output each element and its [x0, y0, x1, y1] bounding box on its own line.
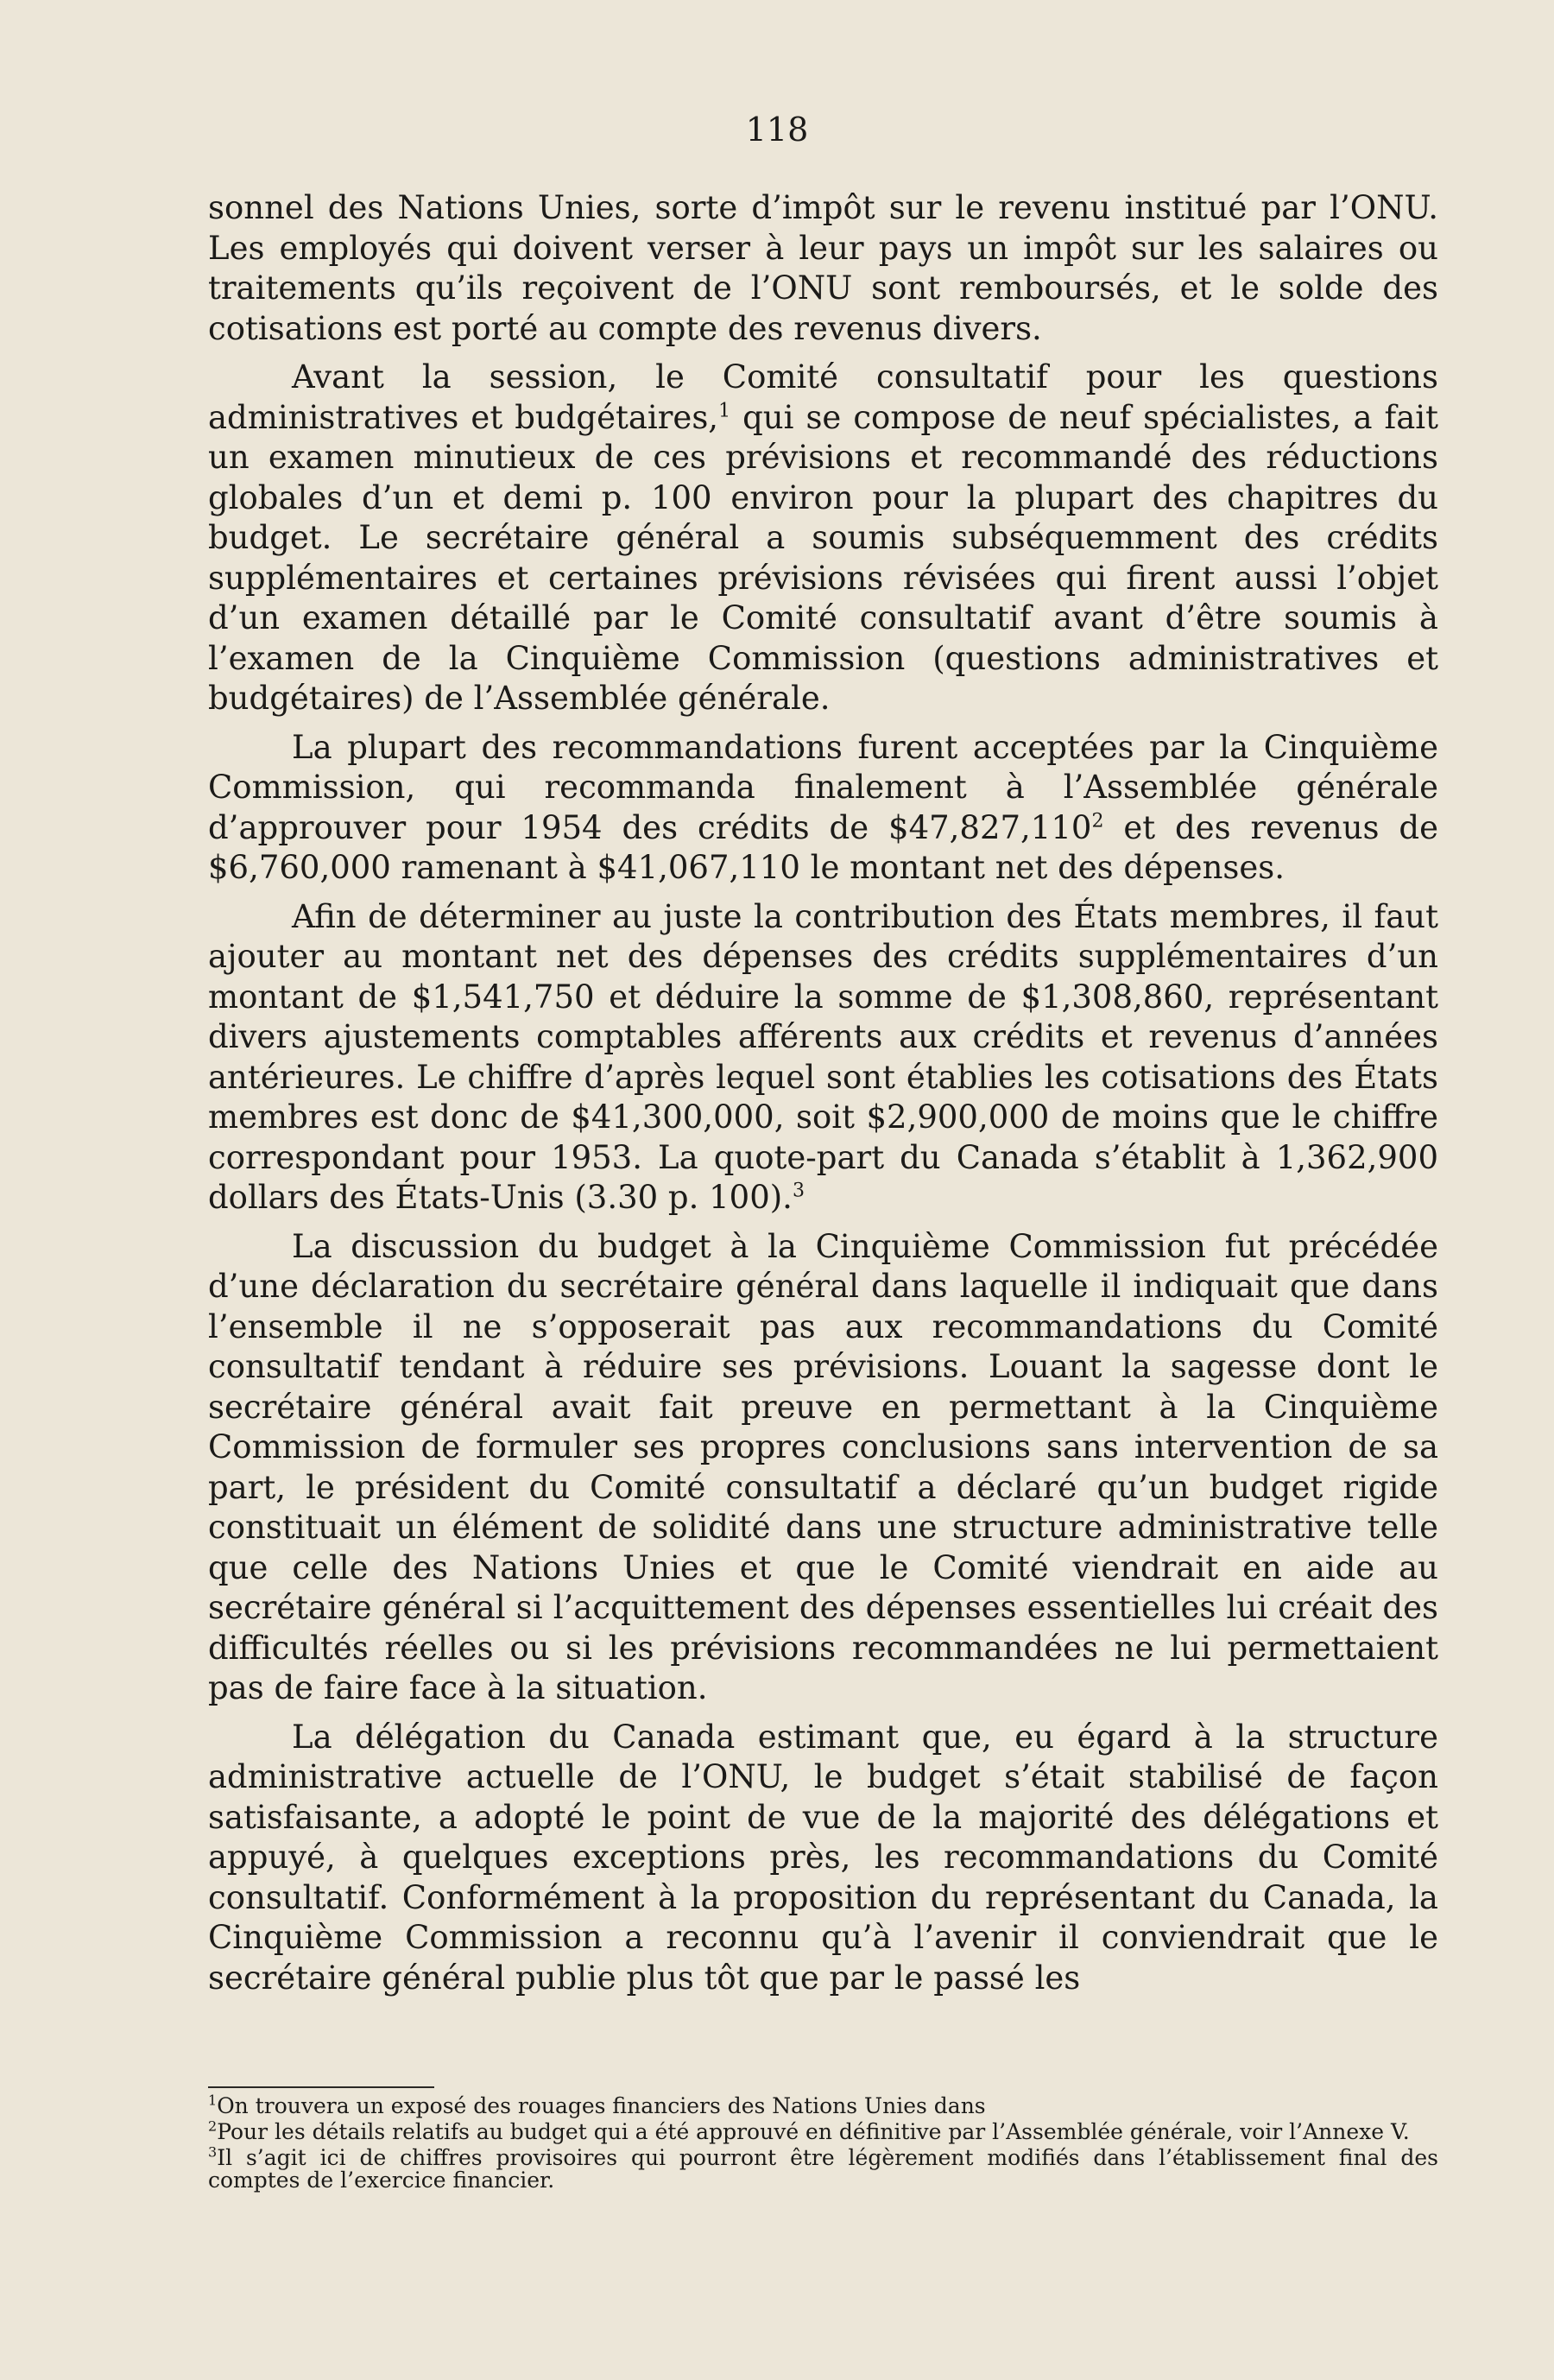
footnote-3: [208, 2143, 1438, 2193]
footnote-marker: 2: [208, 2117, 218, 2135]
footnotes: [208, 2092, 1438, 2195]
paragraph-4: [208, 897, 1438, 1218]
footnote-1: [208, 2092, 1438, 2118]
footnote-ref-3: 3: [792, 1180, 805, 1202]
paragraph-4-text-a: Afin de déterminer au juste la contribution des États membres, il faut ajouter au montant net des dépenses des crédits supplémentaires d’un montant de $1,541,750 et déduire la somme de $1,308,860, représentant divers ajustements comptables afférents aux crédits et revenus d’années antérieures. Le chiffre d’après lequel sont établies les cotisations des États membres est donc de $41,300,000, soit $2,900,000 de moins que le chiffre correspondant pour 1953. La quote-part du Canada s’établit à 1,362,900 dollars des États-Unis (3.30 p. 100).: [208, 897, 1438, 1216]
footnote-text: Pour les détails relatifs au budget qui a été approuvé en définitive par l’Assemblée générale, voir l’Annexe V.: [217, 2119, 1410, 2144]
footnote-marker: 1: [208, 2092, 218, 2109]
footnote-2: [208, 2117, 1438, 2144]
footnote-ref-1: 1: [718, 400, 731, 422]
paragraph-3-text-a: La plupart des recommandations furent acceptées par la Cinquième Commission, qui recommanda finalement à l’Assemblée générale d’approuver pour 1954 des crédits de $47,827,110: [208, 728, 1438, 846]
paragraph-2: [208, 358, 1438, 719]
footnote-text: Il s’agit ici de chiffres provisoires qui pourront être légèrement modifiés dans l’établissement final des comptes de l’exercice financier.: [208, 2145, 1438, 2193]
page-number: 118: [745, 111, 809, 149]
footnote-ref-2: 2: [1091, 810, 1104, 832]
paragraph-3-text-b: et des revenus de $6,760,000 ramenant à $41,067,110 le montant net des dépenses.: [208, 808, 1438, 886]
footnote-marker: 3: [208, 2143, 218, 2161]
paragraph-5: La discussion du budget à la Cinquième Commission fut précédée d’une déclaration du secrétaire général dans laquelle il indiquait que dans l’ensemble il ne s’opposerait pas aux recommandations du Comité consultatif tendant à réduire ses prévisions. Louant la sagesse dont le secrétaire général avait fait preuve en permettant à la Cinquième Commission de formuler ses propres conclusions sans intervention de sa part, le président du Comité consultatif a déclaré qu’un budget rigide constituait un élément de solidité dans une structure administrative telle que celle des Nations Unies et que le Comité viendrait en aide au secrétaire général si l’acquittement des dépenses essentielles lui créait des difficultés réelles ou si les prévisions recommandées ne lui permettaient pas de faire face à la situation.: [208, 1227, 1438, 1706]
paragraph-3: [208, 728, 1438, 889]
body-text: [208, 188, 1438, 2007]
footnote-text: On trouvera un exposé des rouages financiers des Nations Unies dans: [217, 2093, 986, 2118]
paragraph-1: sonnel des Nations Unies, sorte d’impôt sur le revenu institué par l’ONU. Les employés qui doivent verser à leur pays un impôt sur les salaires ou traitements qu’ils reçoivent de l’ONU sont remboursés, et le solde des cotisations est porté au compte des revenus divers.: [208, 189, 1438, 347]
paragraph-2-text-b: qui se compose de neuf spécialistes, a fait un examen minutieux de ces prévisions et recommandé des réductions globales d’un et demi p. 100 environ pour la plupart des chapitres du budget. Le secrétaire général a soumis subséquemment des crédits supplémentaires et certaines prévisions révisées qui firent aussi l’objet d’un examen détaillé par le Comité consultatif avant d’être soumis à l’examen de la Cinquième Commission (questions administratives et budgétaires) de l’Assemblée générale.: [208, 398, 1438, 717]
paragraph-6: La délégation du Canada estimant que, eu égard à la structure administrative actuelle de l’ONU, le budget s’était stabilisé de façon satisfaisante, a adopté le point de vue de la majorité des délégations et appuyé, à quelques exceptions près, les recommandations du Comité consultatif. Conformément à la proposition du représentant du Canada, la Cinquième Commission a reconnu qu’à l’avenir il conviendrait que le secrétaire général publie plus tôt que par le passé les: [208, 1718, 1438, 1997]
paragraph-2-text-a: Avant la session, le Comité consultatif pour les questions administratives et budgétaires,: [208, 358, 1438, 436]
footnote-divider: [208, 2086, 434, 2088]
